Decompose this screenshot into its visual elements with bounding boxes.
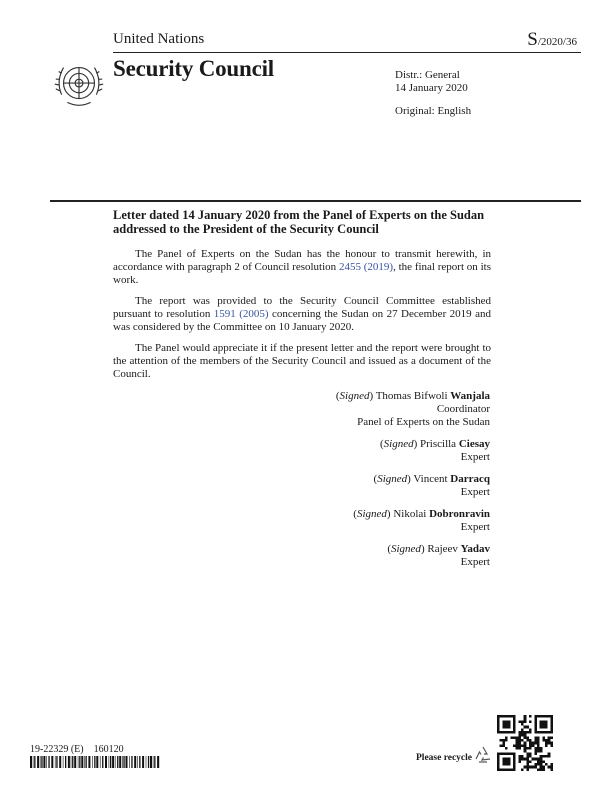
document-code: 19-22329 (E) 160120 xyxy=(30,744,124,755)
signature-block xyxy=(190,390,490,578)
council-name: Security Council xyxy=(113,56,274,81)
document-symbol xyxy=(527,29,577,51)
qr-code-icon xyxy=(497,715,553,771)
un-emblem-icon xyxy=(50,56,108,114)
paragraph-3: The Panel would appreciate it if the present letter and the report were brought to the attention of the members of the Security Council and issued as a document of the Council. xyxy=(113,342,491,380)
signature-ciesay: (Signed) Priscilla Ciesay Expert xyxy=(379,438,490,463)
distribution: Distr.: General xyxy=(395,69,460,81)
paragraph-2: The report was provided to the Security Council Committee established pursuant to resolution 1591 (2005) concerning the Sudan on 27 December 2019 and was considered by the Committee on 10 January 2020. xyxy=(113,295,492,333)
issue-date: 14 January 2020 xyxy=(395,82,468,94)
resolution-link-1591[interactable]: 1591 (2005) xyxy=(213,308,269,320)
recycle-icon xyxy=(473,745,493,765)
header-rule xyxy=(113,52,581,53)
org-name: United Nations xyxy=(113,31,205,47)
signature-dobronravin: (Signed) Nikolai Dobronravin Expert xyxy=(353,508,490,533)
signature-wanjala: (Signed) Thomas Bifwoli Wanjala Coordinator Panel of Experts on the Sudan xyxy=(335,390,490,428)
main-rule xyxy=(50,200,581,202)
resolution-link-2455[interactable]: 2455 (2019) xyxy=(338,261,394,273)
symbol-letter: S xyxy=(527,29,538,50)
distribution-block xyxy=(395,69,471,118)
symbol-number: /2020/36 xyxy=(537,36,577,48)
barcode-icon xyxy=(30,756,160,768)
signature-darracq: (Signed) Vincent Darracq Expert xyxy=(373,473,490,498)
recycle-notice: Please recycle xyxy=(416,753,472,763)
original-language: Original: English xyxy=(395,105,472,117)
letter-title: Letter dated 14 January 2020 from the Panel of Experts on the Sudan addressed to the President of the Security Council xyxy=(113,208,485,236)
letter-body xyxy=(113,248,491,389)
signature-yadav: (Signed) Rajeev Yadav Expert xyxy=(387,543,490,568)
paragraph-1: The Panel of Experts on the Sudan has the honour to transmit herewith, in accordance with paragraph 2 of Council resolution 2455 (2019), the final report on its work. xyxy=(113,248,491,286)
